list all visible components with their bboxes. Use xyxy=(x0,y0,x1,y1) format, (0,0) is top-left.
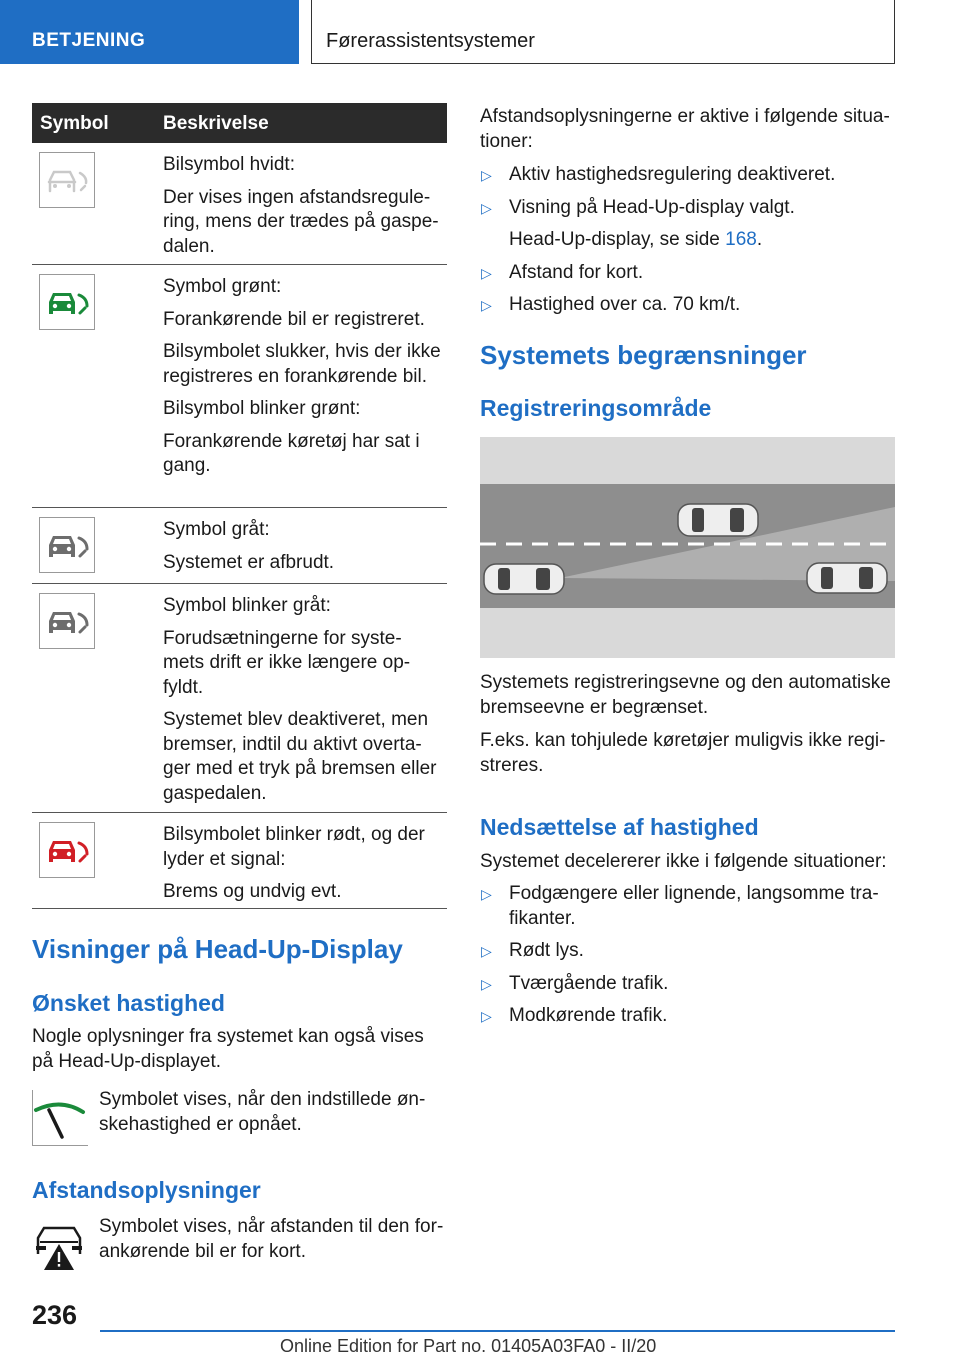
row-text: Bilsymbol blinker grønt: xyxy=(163,398,361,419)
active-situations-list xyxy=(480,163,900,326)
list-item: ▷ Afstand for kort. xyxy=(480,261,900,286)
row-text: Forankørende køretøj har sat i gang. xyxy=(163,430,420,476)
triangle-bullet-icon: ▷ xyxy=(481,167,492,183)
hud-reference: Head-Up-display, se side 168. xyxy=(509,229,763,250)
row-text: Bilsymbolet blinker rødt, og der lyder et signal: xyxy=(163,824,425,870)
list-item: ▷ Visning på Head-Up-display valgt. Head-Up-display, se side 168. xyxy=(480,196,900,253)
range-paragraph-1: Systemets registreringsevne og den automatiske bremseevne er begrænset. xyxy=(480,672,891,718)
row-text: Forankørende bil er registreret. xyxy=(163,308,425,330)
car-top-icon xyxy=(807,563,887,593)
chapter-tab xyxy=(0,0,299,64)
list-item: ▷ Aktiv hastighedsregulering deaktiveret. xyxy=(480,163,900,188)
heading-distance-info: Afstandsoplysninger xyxy=(32,1177,261,1203)
list-item: ▷ Tværgående trafik. xyxy=(480,972,900,997)
col-symbol-header: Symbol xyxy=(40,113,109,134)
list-item: ▷ Hastighed over ca. 70 km/t. xyxy=(480,293,900,318)
list-item: ▷ Fodgængere eller lignende, langsomme tra-fikanter. xyxy=(481,883,879,929)
triangle-bullet-icon: ▷ xyxy=(481,886,492,902)
chapter-title: BETJENING xyxy=(32,30,146,51)
edition-text: Online Edition for Part no. 01405A03FA0 - II/20 xyxy=(280,1336,657,1356)
row-text: Symbol gråt: xyxy=(163,519,270,540)
speed-reached-icon xyxy=(32,1090,88,1146)
no-deceleration-list xyxy=(480,882,900,1037)
car-top-icon xyxy=(484,564,564,594)
col-desc-header: Beskrivelse xyxy=(163,113,269,134)
table-row xyxy=(32,813,447,909)
triangle-bullet-icon: ▷ xyxy=(481,264,492,281)
footer-divider xyxy=(100,1330,895,1332)
row-text: Brems og undvig evt. xyxy=(163,881,342,902)
hud-paragraph: Nogle oplysninger fra systemet kan også vises på Head-Up-displayet. xyxy=(32,1026,424,1072)
reduction-paragraph: Systemet decelererer ikke i følgende situationer: xyxy=(480,851,887,872)
table-row xyxy=(32,508,447,584)
section-tab xyxy=(311,0,895,64)
triangle-bullet-icon: ▷ xyxy=(481,199,492,216)
car-symbol-grey-blink-icon xyxy=(39,593,95,649)
row-text: Systemet er afbrudt. xyxy=(163,551,335,573)
car-symbol-green-icon xyxy=(39,274,95,330)
table-row xyxy=(32,265,447,508)
page-number: 236 xyxy=(32,1300,78,1330)
car-symbol-red-icon xyxy=(39,822,95,878)
row-text: Bilsymbolet slukker, hvis der ikke registreres en forankørende bil. xyxy=(163,341,441,387)
speed-icon-text: Symbolet vises, når den indstillede øn-skehastighed er opnået. xyxy=(99,1089,426,1135)
list-item: ▷ Modkørende trafik. xyxy=(480,1004,900,1029)
heading-desired-speed: Ønsket hastighed xyxy=(32,990,225,1016)
detection-range-illustration xyxy=(480,437,895,658)
row-text: Symbol blinker gråt: xyxy=(163,595,331,616)
car-symbol-grey-icon xyxy=(39,517,95,573)
row-text: Bilsymbol hvidt: xyxy=(163,154,295,175)
symbol-table xyxy=(32,103,447,909)
row-text: Forudsætningerne for syste-mets drift er ikke længere op-fyldt. xyxy=(163,627,411,698)
range-paragraph-2: F.eks. kan tohjulede køretøjer muligvis ikke regi-streres. xyxy=(480,730,886,776)
heading-detection-range: Registreringsområde xyxy=(480,395,712,421)
heading-speed-reduction: Nedsættelse af hastighed xyxy=(480,814,759,840)
heading-hud: Visninger på Head-Up-Display xyxy=(32,934,403,964)
section-title: Førerassistentsystemer xyxy=(326,30,535,52)
table-row xyxy=(32,584,447,813)
intro-paragraph: Afstandsoplysningerne er aktive i følgende situa-tioner: xyxy=(480,106,890,152)
row-text: Der vises ingen afstandsregule-ring, mens der trædes på gaspe-dalen. xyxy=(163,186,439,257)
row-text: Systemet blev deaktiveret, men bremser, indtil du aktivt overta-ger med et tryk på bremsen eller gaspedalen. xyxy=(163,709,437,804)
car-symbol-white-icon xyxy=(39,152,95,208)
triangle-bullet-icon: ▷ xyxy=(481,1008,492,1024)
table-header xyxy=(32,103,447,143)
table-row xyxy=(32,143,447,265)
list-item: ▷ Rødt lys. xyxy=(480,939,900,964)
triangle-bullet-icon: ▷ xyxy=(481,943,492,959)
page-link[interactable]: 168 xyxy=(725,229,757,250)
triangle-bullet-icon: ▷ xyxy=(481,297,492,313)
distance-warning-icon xyxy=(34,1220,84,1272)
heading-system-limits: Systemets begrænsninger xyxy=(480,340,807,370)
row-text: Symbol grønt: xyxy=(163,276,282,297)
car-top-icon xyxy=(678,504,758,536)
triangle-bullet-icon: ▷ xyxy=(481,975,492,992)
distance-icon-text: Symbolet vises, når afstanden til den for-ankørende bil er for kort. xyxy=(99,1216,444,1262)
